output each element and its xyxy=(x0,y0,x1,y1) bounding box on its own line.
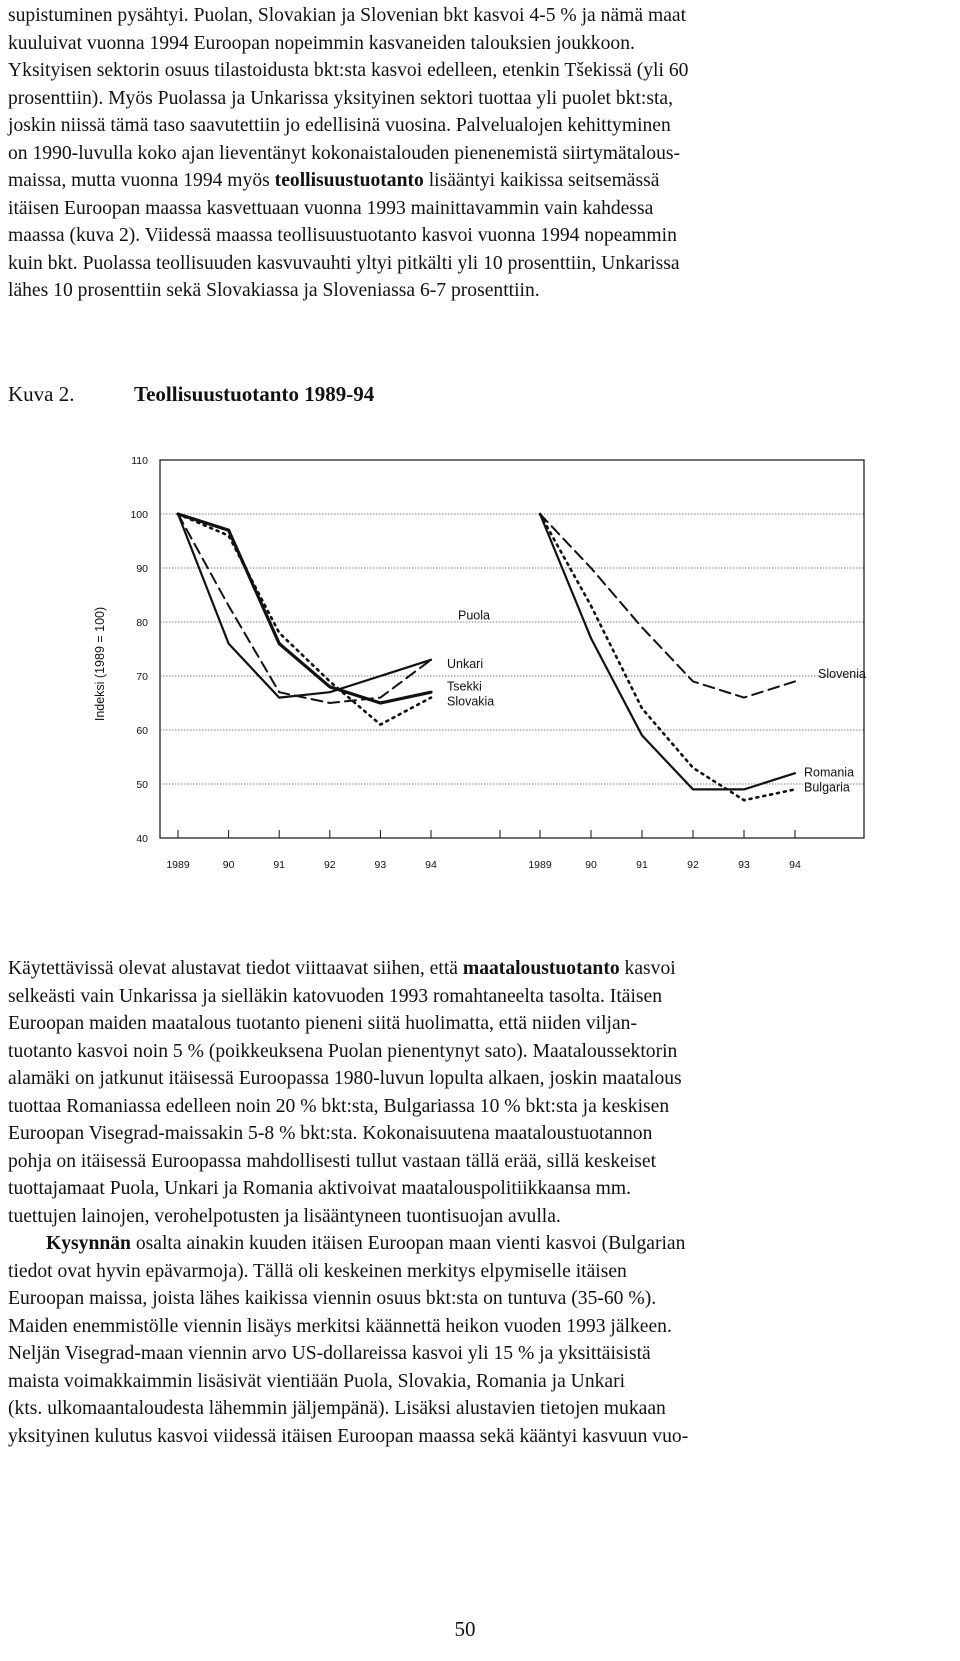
text-line xyxy=(8,167,914,195)
text-run: selkeästi vain Unkarissa ja sielläkin katovuoden 1993 romahtaneelta tasolta. Itäisen xyxy=(8,985,663,1007)
text-run: Euroopan Visegrad-maissakin 5-8 % bkt:sta. Kokonaisuutena maataloustuotannon xyxy=(8,1123,653,1144)
y-tick-label: 100 xyxy=(130,509,148,521)
series-label-slovakia: Slovakia xyxy=(447,694,495,709)
text-run: Euroopan maiden maatalous tuotanto pieneni siitä huolimatta, että niiden viljan- xyxy=(8,1013,638,1034)
bold-term: teollisuustuotanto xyxy=(274,170,424,191)
series-line-puola xyxy=(178,514,431,698)
figure-title: Teollisuustuotanto 1989-94 xyxy=(134,382,375,406)
paragraph-1 xyxy=(8,2,914,305)
x-tick-label: 94 xyxy=(789,859,801,871)
paragraph-2 xyxy=(8,955,914,1230)
plot-frame xyxy=(160,460,864,838)
text-run: kasvoi xyxy=(619,958,676,979)
y-axis-label: Indeksi (1989 = 100) xyxy=(93,606,107,722)
series-label-bulgaria: Bulgaria xyxy=(804,780,850,795)
y-tick-label: 70 xyxy=(136,671,148,683)
text-line: maassa (kuva 2). Viidessä maassa teollisuustuotanto kasvoi vuonna 1994 nopeammin xyxy=(8,225,677,246)
y-tick-label: 110 xyxy=(131,455,148,467)
series-label-tsekki: Tsekki xyxy=(447,679,482,694)
text-line: prosenttiin). Myös Puolassa ja Unkarissa yksityinen sektori tuottaa yli puolet bkt:sta, xyxy=(8,87,674,109)
text-line: kuuluivat vuonna 1994 Euroopan nopeimmin kasvaneiden talouksien joukkoon. xyxy=(8,32,635,54)
bold-term: maataloustuotanto xyxy=(462,958,620,979)
text-line: supistuminen pysähtyi. Puolan, Slovakian ja Slovenian bkt kasvoi 4-5 % ja nämä maat xyxy=(8,5,687,26)
figure-label: Kuva 2. xyxy=(8,382,75,406)
x-tick-label: 92 xyxy=(687,859,699,871)
bold-term: Kysynnän xyxy=(46,1233,131,1254)
x-tick-label: 92 xyxy=(323,859,336,871)
text-line xyxy=(8,983,914,1011)
x-tick-label: 1989 xyxy=(528,859,552,871)
y-tick-label: 60 xyxy=(136,725,148,737)
text-run: alamäki on jatkunut itäisessä Euroopassa 1980-luvun lopulta alkaen, joskin maatalous xyxy=(8,1068,682,1089)
text-run: Euroopan maissa, joista lähes kaikissa viennin osuus bkt:sta on tuntuva (35-60 %). xyxy=(8,1288,657,1309)
series-label-romania: Romania xyxy=(804,765,855,780)
series-label-slovenia: Slovenia xyxy=(818,667,866,682)
x-tick-label: 93 xyxy=(374,859,387,871)
y-tick-label: 80 xyxy=(136,617,148,629)
x-tick-label: 94 xyxy=(425,859,437,871)
text-line xyxy=(8,1395,914,1423)
text-line: on 1990-luvulla koko ajan lieventänyt kokonaistalouden pienenemistä siirtymätalous- xyxy=(8,142,681,164)
y-tick-label: 50 xyxy=(136,779,148,791)
text-run: pohja on itäisessä Euroopassa mahdollisesti tullut vastaan tällä erää, sillä keskeiset xyxy=(8,1150,657,1172)
series-label-puola: Puola xyxy=(458,608,490,623)
text-line: Yksityisen sektorin osuus tilastoidusta bkt:sta kasvoi edelleen, etenkin Tšekissä (yli 60 xyxy=(8,60,689,81)
text-run: osalta ainakin kuuden itäisen Euroopan maan vienti kasvoi (Bulgarian xyxy=(130,1233,686,1254)
x-tick-label: 93 xyxy=(738,859,750,871)
text-line xyxy=(8,955,914,983)
series-label-unkari: Unkari xyxy=(447,656,484,671)
text-line xyxy=(8,1065,914,1093)
text-run: lisääntyi kaikissa seitsemässä xyxy=(423,170,660,191)
text-line: lähes 10 prosenttiin sekä Slovakiassa ja Sloveniassa 6-7 prosenttiin. xyxy=(8,280,540,301)
text-line xyxy=(8,1038,914,1066)
series-line-slovakia xyxy=(178,514,431,725)
series-line-bulgaria xyxy=(540,514,795,800)
text-run: maissa, mutta vuonna 1994 myös xyxy=(8,170,275,191)
text-line xyxy=(8,1093,914,1121)
x-tick-label: 91 xyxy=(636,859,648,871)
text-line xyxy=(8,1285,914,1313)
text-run: Käytettävissä olevat alustavat tiedot viittaavat siihen, että xyxy=(8,958,463,979)
text-line xyxy=(8,1203,914,1231)
x-tick-label: 90 xyxy=(585,859,597,871)
text-line xyxy=(8,1175,914,1203)
text-line xyxy=(8,1230,914,1258)
text-run: Neljän Visegrad-maan viennin arvo US-dollareissa kasvoi yli 15 % ja yksittäisistä xyxy=(8,1343,651,1364)
text-run: tuettujen lainojen, verohelpotusten ja lisääntyneen tuontisuojan avulla. xyxy=(8,1205,561,1227)
text-run: maista voimakkaimmin lisäsivät vientiään Puola, Slovakia, Romania ja Unkari xyxy=(8,1370,626,1392)
text-run: tiedot ovat hyvin epävarmoja). Tällä oli keskeinen merkitys elpymiselle itäisen xyxy=(8,1260,627,1282)
text-run: yksityinen kulutus kasvoi viidessä itäisen Euroopan maassa sekä kääntyi kasvuun vuo- xyxy=(8,1425,689,1447)
y-tick-label: 90 xyxy=(136,563,148,575)
figure-caption xyxy=(8,382,374,407)
text-run: (kts. ulkomaantaloudesta lähemmin jäljempänä). Lisäksi alustavien tietojen mukaan xyxy=(8,1398,666,1419)
text-line xyxy=(8,1313,914,1341)
page-number: 50 xyxy=(454,1617,476,1641)
text-line xyxy=(8,1258,914,1286)
text-run: tuottaa Romaniassa edelleen noin 20 % bkt:sta, Bulgariassa 10 % bkt:sta ja keskisen xyxy=(8,1095,670,1117)
text-line: itäisen Euroopan maassa kasvettuaan vuonna 1993 mainittavammin vain kahdessa xyxy=(8,197,654,219)
paragraph-3 xyxy=(8,1230,914,1450)
text-line: joskin niissä tämä taso saavutettiin jo edellisinä vuosina. Palvelualojen kehittyminen xyxy=(8,115,671,136)
text-line xyxy=(8,1148,914,1176)
text-line xyxy=(8,1010,914,1038)
text-line xyxy=(8,1423,914,1451)
x-tick-label: 1989 xyxy=(166,859,190,871)
y-tick-label: 40 xyxy=(136,833,148,845)
x-tick-label: 90 xyxy=(222,859,235,871)
industrial-production-chart xyxy=(0,455,930,895)
text-line: kuin bkt. Puolassa teollisuuden kasvuvauhti yltyi pitkälti yli 10 prosenttiin, Unkarissa xyxy=(8,252,680,274)
text-line xyxy=(8,1340,914,1368)
x-tick-label: 91 xyxy=(273,859,286,871)
text-line xyxy=(8,1120,914,1148)
text-line xyxy=(8,1368,914,1396)
text-run: tuottajamaat Puola, Unkari ja Romania aktivoivat maatalouspolitiikkaansa mm. xyxy=(8,1178,632,1199)
text-run: Maiden enemmistölle viennin lisäys merkitsi käännettä heikon vuoden 1993 jälkeen. xyxy=(8,1315,672,1337)
text-run: tuotanto kasvoi noin 5 % (poikkeuksena Puolan pienentynyt sato). Maataloussektorin xyxy=(8,1040,678,1062)
